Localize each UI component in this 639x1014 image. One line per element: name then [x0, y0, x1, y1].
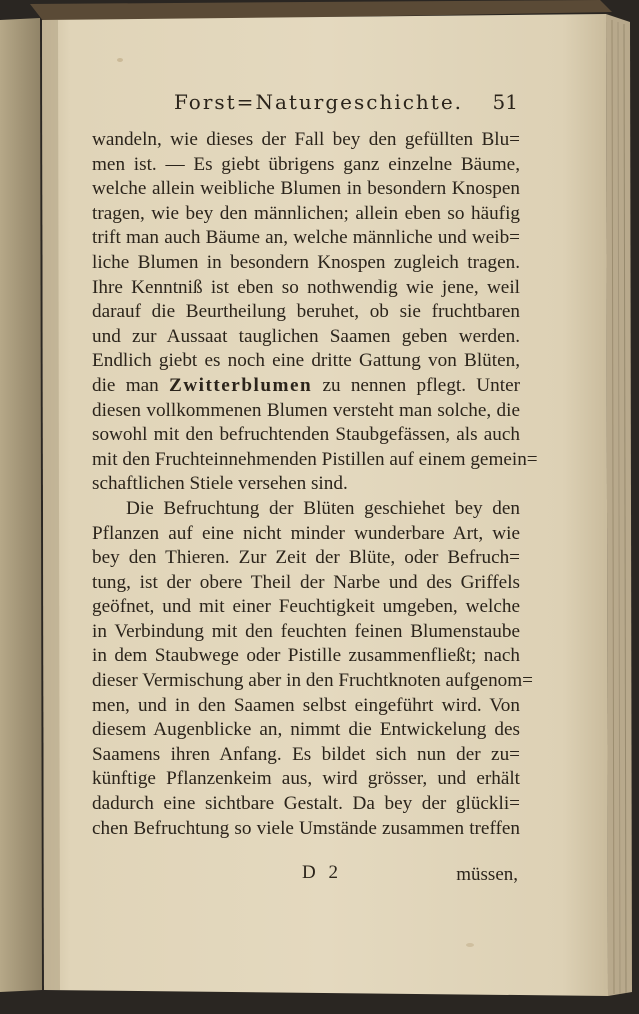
text-line: diesem Augenblicke an, nimmt die Entwickelung des [92, 719, 520, 741]
text-fragment: die man [92, 374, 170, 396]
text-fragment: zu nennen pflegt. Unter [312, 374, 520, 396]
text-line: diesen vollkommenen Blumen versteht man solche, die [92, 399, 520, 421]
page-header [92, 84, 520, 118]
text-line: und zur Aussaat tauglichen Saamen geben werden. [92, 325, 520, 347]
text-line: men, und in den Saamen selbst eingeführt wird. Von [92, 694, 520, 716]
text-line: tung, ist der obere Theil der Narbe und des Griffels [92, 571, 520, 593]
text-line: chen Befruchtung so viele Umstände zusammen treffen [92, 817, 520, 839]
text-line: Pflanzen auf eine nicht minder wunderbare Art, wie [92, 522, 520, 544]
text-line: welche allein weibliche Blumen in besondern Knospen [92, 178, 520, 200]
paragraph-2 [92, 497, 534, 841]
paragraph-1 [92, 128, 538, 497]
text-line: wandeln, wie dieses der Fall bey den gefüllten Blu= [92, 129, 520, 150]
signature-mark: D 2 [302, 862, 342, 883]
text-line: sowohl mit den befruchtenden Staubgefässen, als auch [92, 424, 520, 446]
page-footer [92, 862, 520, 890]
text-line: dieser Vermischung aber in den Fruchtknoten aufgenom= [92, 670, 534, 692]
text-line: liche Blumen in besondern Knospen zugleich tragen. [92, 251, 520, 273]
text-line: künftige Pflanzenkeim aus, wird grösser, und erhält [92, 768, 520, 790]
text-line: geöfnet, und mit einer Feuchtigkeit umgeben, welche [92, 596, 520, 618]
page-number: 51 [492, 90, 518, 114]
text-line: Saamens ihren Anfang. Es bildet sich nun der zu= [92, 743, 520, 765]
text-line: in Verbindung mit den feuchten feinen Blumenstaube [92, 620, 520, 642]
text-line: dadurch eine sichtbare Gestalt. Da bey der glückli= [92, 793, 520, 815]
text-line: Die Befruchtung der Blüten geschiehet bey den [126, 497, 520, 519]
text-line: tragen, wie bey den männlichen; allein eben so häufig [92, 202, 520, 224]
emphasized-term: Zwitterblumen [169, 374, 313, 396]
text-line [92, 374, 520, 399]
running-title: Forst=Naturgeschichte. [174, 90, 464, 114]
text-line: bey den Thieren. Zur Zeit der Blüte, oder Befruch= [92, 547, 520, 569]
text-line: Endlich giebt es noch eine dritte Gattung von Blüten, [92, 350, 520, 372]
catchword: müssen, [456, 864, 518, 885]
body-text [92, 128, 538, 841]
text-line: darauf die Beurtheilung beruhet, ob sie fruchtbaren [92, 301, 520, 323]
text-line: Ihre Kenntniß ist eben so nothwendig wie jene, weil [92, 276, 520, 298]
text-line: trift man auch Bäume an, welche männliche und weib= [92, 227, 520, 249]
text-line: men ist. — Es giebt übrigens ganz einzelne Bäume, [92, 153, 520, 175]
text-line: mit den Fruchteinnehmenden Pistillen auf einem gemein= [92, 448, 538, 470]
text-line: schaftlichen Stiele versehen sind. [92, 473, 348, 495]
text-line: in dem Staubwege oder Pistille zusammenfließt; nach [92, 645, 520, 667]
